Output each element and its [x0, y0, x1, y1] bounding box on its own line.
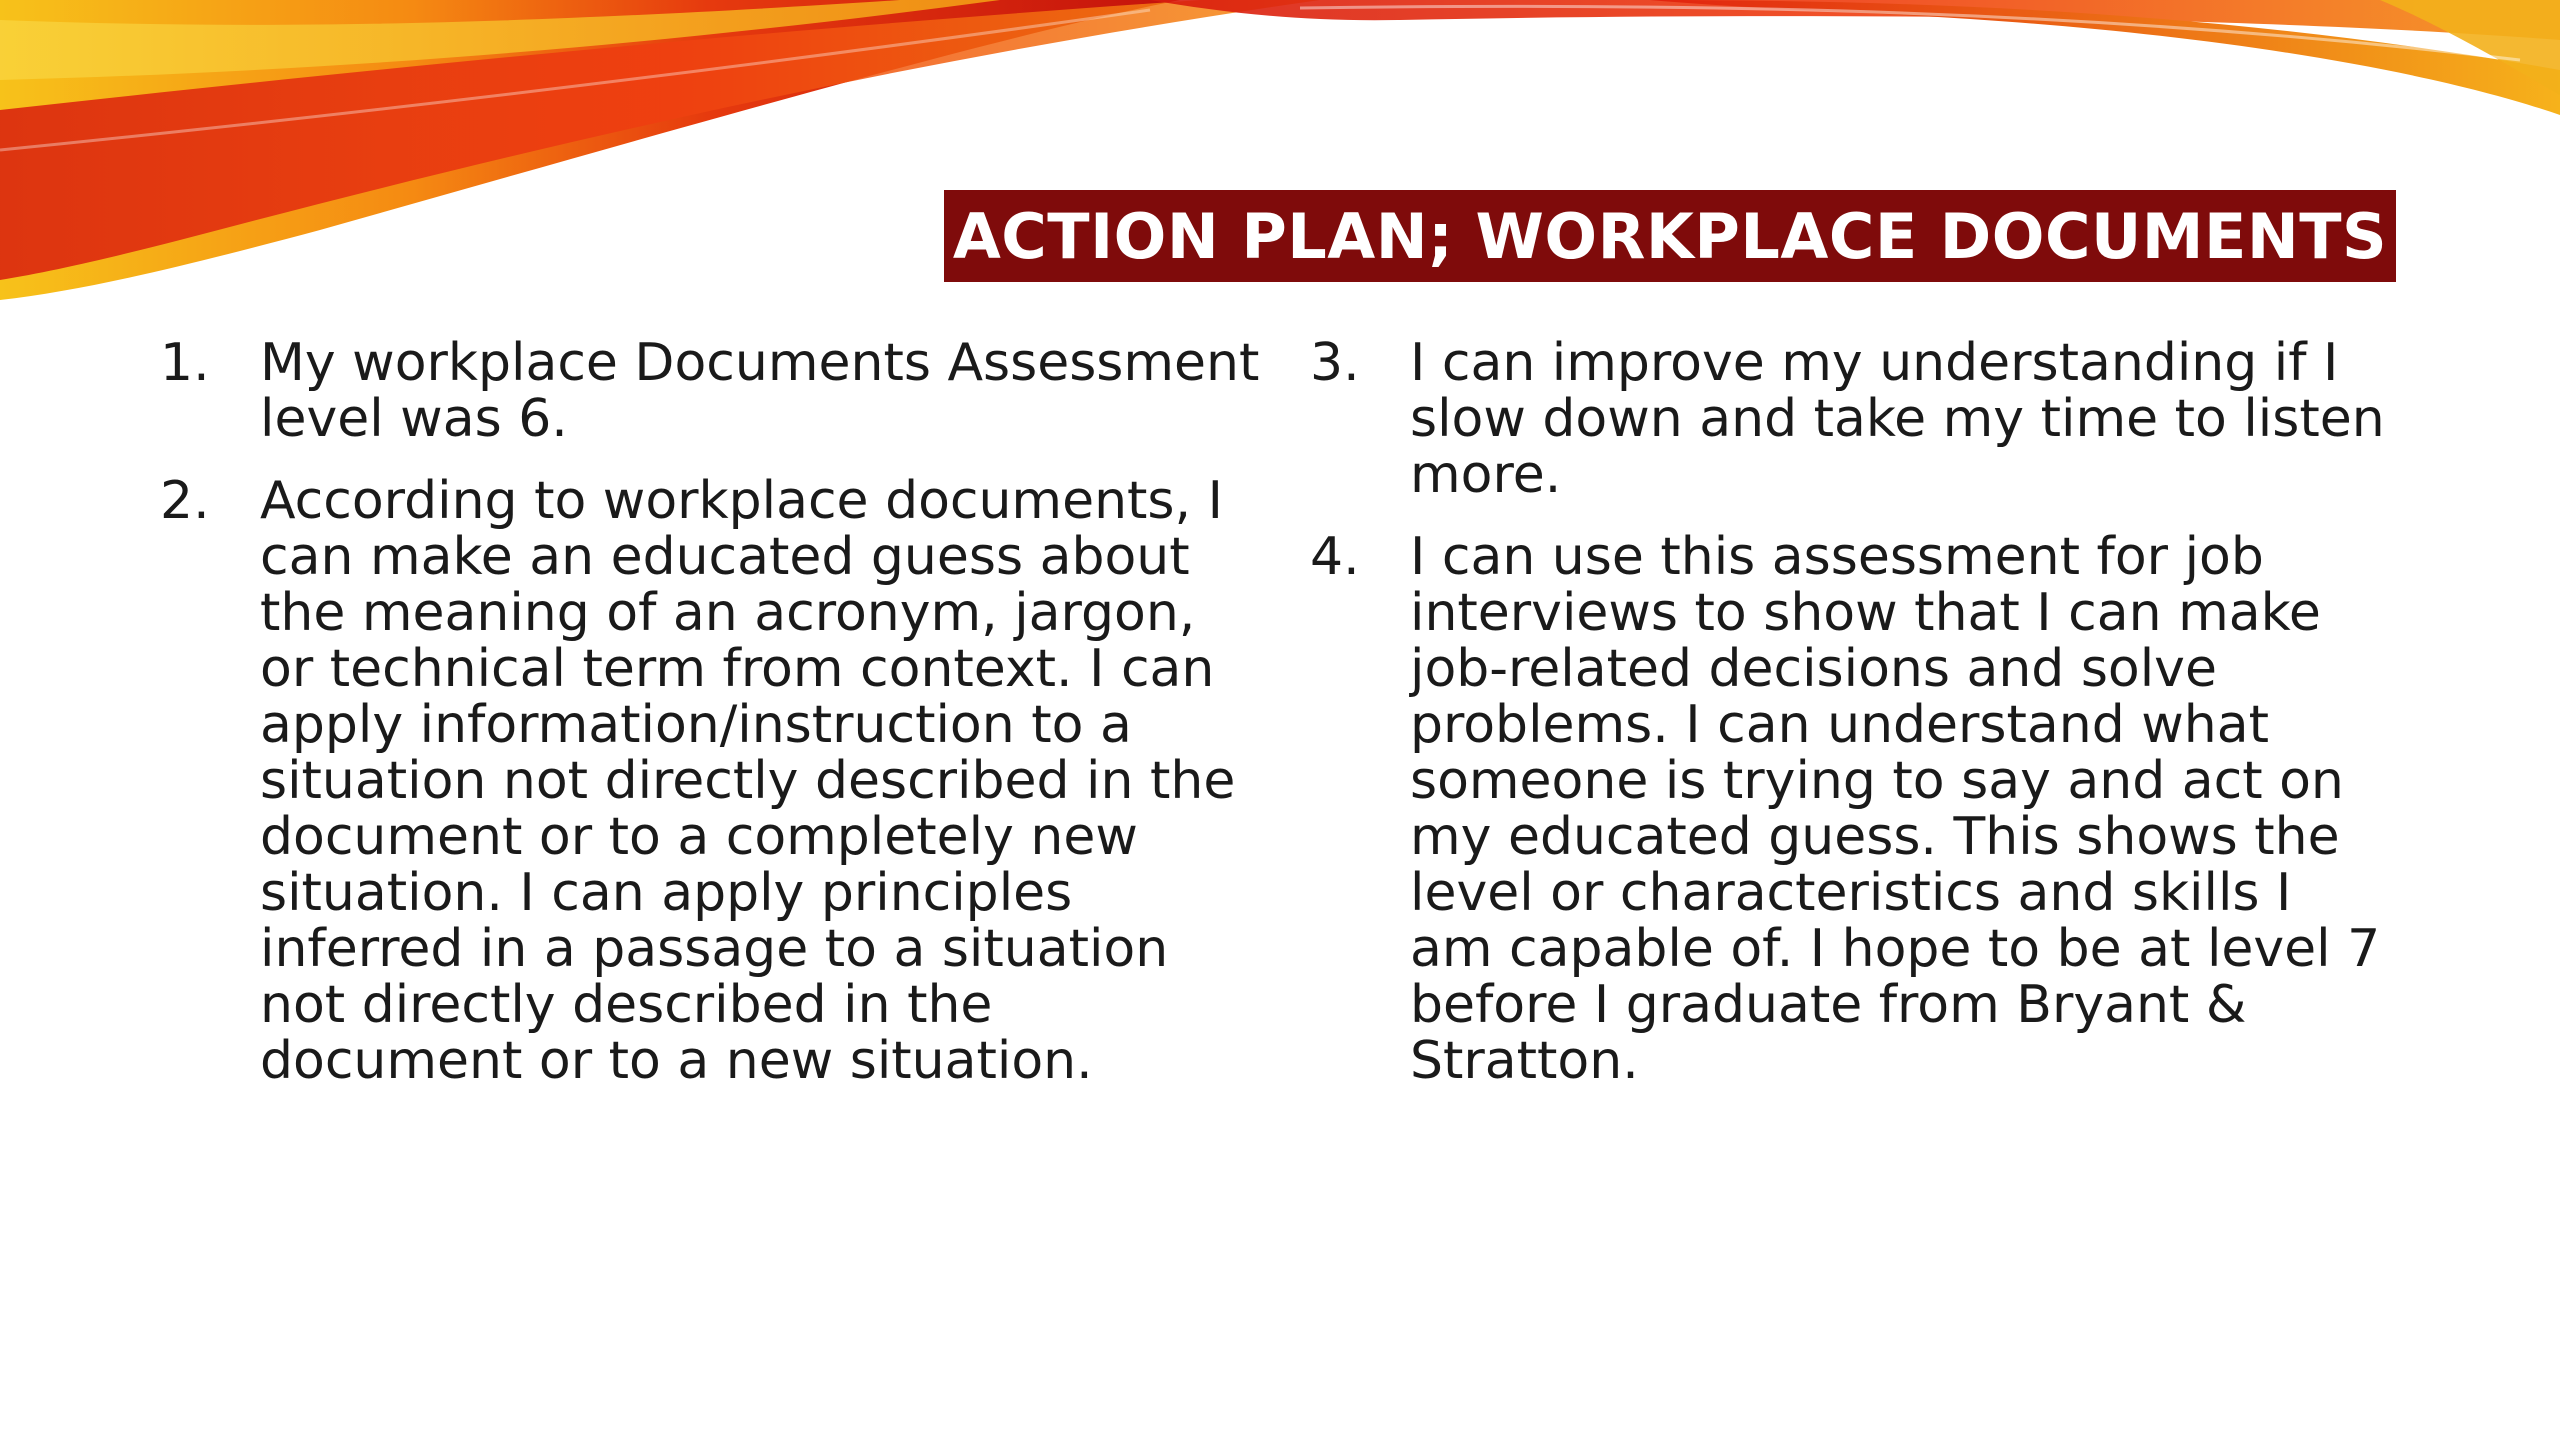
list-text: I can improve my understanding if I slow down and take my time to listen more. — [1410, 333, 2385, 505]
list-item — [160, 473, 1260, 1089]
left-column-list — [160, 335, 1260, 1115]
list-number: 4. — [1310, 527, 1360, 587]
list-number: 2. — [160, 471, 210, 531]
list-text: My workplace Documents Assessment level was 6. — [260, 333, 1260, 449]
list-item — [1310, 529, 2390, 1089]
list-number: 3. — [1310, 333, 1360, 393]
list-item — [1310, 335, 2390, 503]
slide-title-bar — [944, 190, 2396, 282]
right-column-list — [1310, 335, 2390, 1115]
list-text: According to workplace documents, I can make an educated guess about the meaning of an acronym, jargon, or technical term from context. I can apply information/instruction to a situation not directly described in the document or to a completely new situation. I can apply principles inferred in a passage to a situation not directly described in the document or to a new situation. — [260, 471, 1236, 1091]
list-item — [160, 335, 1260, 447]
list-text: I can use this assessment for job interviews to show that I can make job-related decisions and solve problems. I can understand what someone is trying to say and act on my educated guess. This shows the level or characteristics and skills I am capable of. I hope to be at level 7 before I graduate from Bryant & Stratton. — [1410, 527, 2381, 1091]
slide-title: ACTION PLAN; WORKPLACE DOCUMENTS — [952, 199, 2388, 273]
list-number: 1. — [160, 333, 210, 393]
